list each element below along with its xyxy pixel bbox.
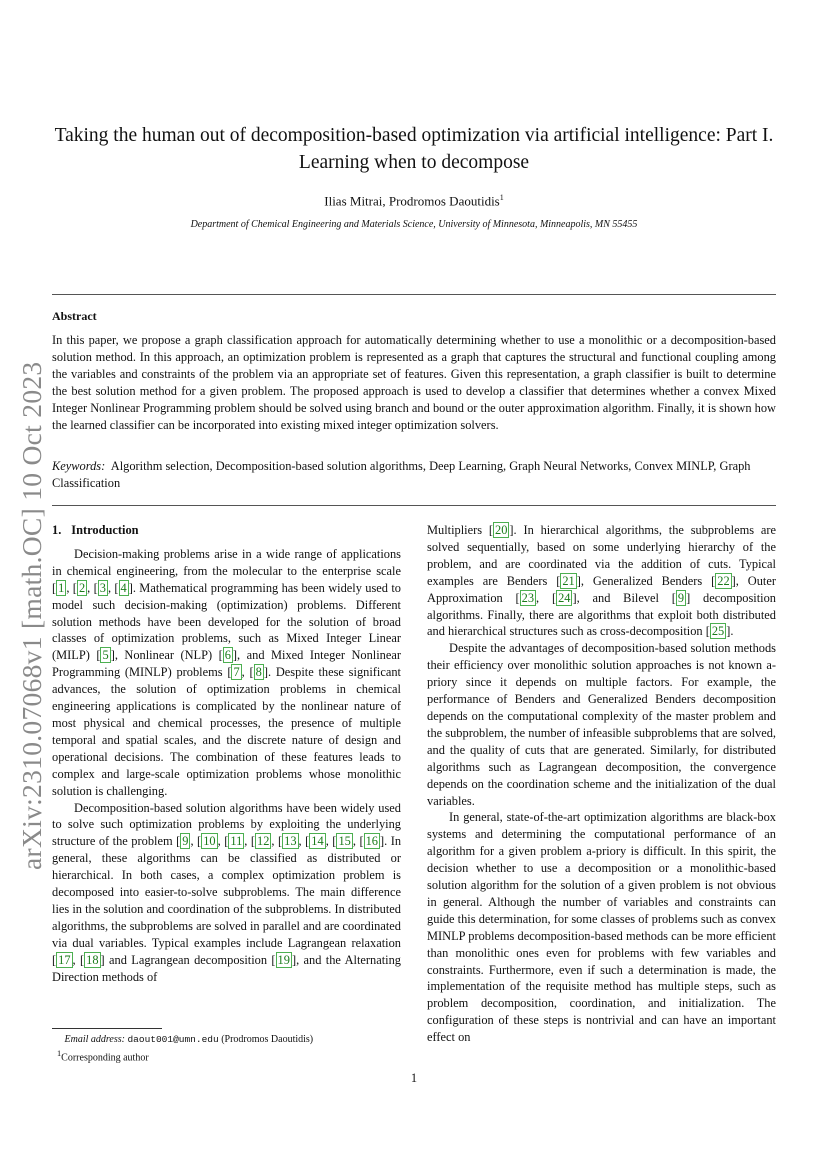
left-column [52, 522, 401, 985]
intro-paragraph-2: Decomposition-based solution algorithms have been widely used to solve such optimization problems by exploiting the underlying structure of the problem [ 9 , [ 10 , [ 11 , [ 12 , [ 13 , [ 14 , [ 15 , [ 16 ]. In general, these algorithms can be classified as distributed or hierarchical. In both cases, a complex optimization problem is decomposed into easier-to-solve subproblems. The main difference lies in the solution and coordination of the subproblems. In distributed algorithms, the subproblems are solved in parallel and are coordinated via dual variables. Typical examples include Lagrangean relaxation [ 17 , [ 18 ] and Lagrangean decomposition [ 19 ], and the Alternating Direction methods of [52, 800, 402, 984]
email-label: Email address: [64, 1034, 125, 1045]
citation-link[interactable]: 25 [711, 624, 725, 639]
citation-link[interactable]: 9 [677, 590, 685, 605]
arxiv-identifier: arXiv:2310.07068v1 [math.OC] 10 Oct 2023 [16, 361, 47, 870]
citation-link[interactable]: 11 [230, 834, 243, 849]
abstract-heading: Abstract [52, 309, 97, 323]
paper-title: Taking the human out of decomposition-based optimization via artificial intelligence: Part I. Learning when to decompose [54, 125, 774, 173]
citation-link[interactable]: 7 [233, 665, 240, 680]
citation-link[interactable]: 18 [86, 952, 99, 967]
citation-link[interactable]: 19 [277, 952, 290, 967]
citation-link[interactable]: 9 [182, 834, 189, 849]
citation-link[interactable]: 5 [102, 648, 109, 663]
author-footnote-mark: 1 [499, 193, 504, 202]
citation-link[interactable]: 13 [284, 834, 297, 849]
email-owner: (Prodromos Daoutidis) [221, 1034, 314, 1045]
keywords-text: Algorithm selection, Decomposition-based solution algorithms, Deep Learning, Graph Neural Networks, Convex MINLP, Graph Classification [52, 459, 751, 490]
intro-paragraph-4: Despite the advantages of decomposition-based solution methods their efficiency over monolithic solution approaches is not known a-priory since it depends on multiple factors. For example, the performance of Benders and Generalized Benders decomposition depends on the computational complexity of the master problem and the subproblem, the number of infeasible subproblems that are solved, and the quality of cuts that are generated. Similarly, for distributed algorithms such as Lagrangean decomposition, the convergence depends on the coordination scheme and the initialization of the dual variables. [427, 641, 776, 808]
citation-link[interactable]: 1 [58, 580, 65, 595]
arxiv-stamp [8, 350, 48, 870]
citation-link[interactable]: 23 [521, 590, 535, 605]
corresponding-mark: 1 [57, 1049, 62, 1058]
intro-paragraph-1: Decision-making problems arise in a wide range of applications in chemical engineering, from the molecular to the enterprise scale [ 1 , [ 2 , [ 3 , [ 4 ]. Mathematical programming has been widely used to model such decision-making (optimization) problems. Different solution methods have been developed for the solution of broad classes of optimization problems, such as Mixed Integer Linear (MILP) [ 5 ], Nonlinear (NLP) [ 6 ], and Mixed Integer Nonlinear Programming (MINLP) problems [ 7 , [ 8 ]. Despite these significant advances, the solution of optimization problems in chemical engineering applications is complicated by the nonlinear nature of most physical and chemical processes, the presence of multiple temporal and spatial scales, and the discrete nature of design and operational decisions. The combination of these features leads to complex and large-scale optimization problems whose monolithic solution is challenging. [52, 546, 401, 798]
citation-link[interactable]: 12 [257, 834, 270, 849]
intro-paragraph-3: Multipliers [ 20 ]. In hierarchical algorithms, the subproblems are solved sequentially, based on some underlying hierarchy of the problem, and are coordinated via the addition of cuts. Typical examples are Benders [ 21 ], Generalized Benders [ 22 ], Outer Approximation [ 23 , [ 24 ], and Bilevel [ 9 ] decomposition algorithms. Finally, there are algorithms that exploit both distributed and hierarchical structures such as cross-decomposition [ 25 ]. [427, 523, 776, 639]
right-column [427, 522, 776, 1046]
citation-link[interactable]: 15 [338, 834, 351, 849]
footnote-rule [52, 1028, 162, 1029]
keywords-label: Keywords: [52, 459, 106, 473]
authors: Ilias Mitrai, Prodromos Daoutidis [324, 193, 500, 209]
citation-link[interactable]: 22 [717, 573, 730, 588]
keywords [52, 458, 776, 492]
citation-link[interactable]: 6 [224, 648, 231, 663]
section-heading [52, 522, 401, 539]
page-number: 1 [410, 1071, 418, 1085]
citation-link[interactable]: 20 [495, 523, 508, 537]
citation-link[interactable]: 21 [562, 573, 575, 588]
intro-paragraph-5: In general, state-of-the-art optimization algorithms are black-box systems and determining the computational performance of an algorithm for a given problem a-priory is difficult. In this spirit, the decision whether to use a decomposition or a monolithic-based solution algorithm for the solution of a given problem is not obvious in general. Although the number of variables and constraints can guide this determination, for some classes of problems such as convex MINLP problems decomposition-based methods can be more efficient than monolithic ones even for problems with few variables and constraints. Furthermore, even if such a determination is made, the implementation of the requisite method has multiple steps, such as problem decomposition, coordination, and initialization. The configuration of these steps is nontrivial and can have an important effect on [427, 810, 776, 1045]
citation-link[interactable]: 16 [365, 834, 378, 849]
citation-link[interactable]: 2 [78, 580, 86, 595]
corresponding-footnote [52, 1047, 401, 1065]
citation-link[interactable]: 14 [311, 834, 324, 849]
citation-link[interactable]: 10 [203, 834, 216, 849]
section-title: Introduction [71, 523, 139, 537]
email-address[interactable]: daout001@umn.edu [127, 1034, 219, 1045]
bottom-rule [52, 505, 776, 506]
author-list [0, 193, 828, 209]
affiliation: Department of Chemical Engineering and Materials Science, University of Minnesota, Minneapolis, MN 55455 [190, 219, 638, 230]
section-number: 1. [52, 523, 62, 537]
top-rule [52, 294, 776, 295]
citation-link[interactable]: 3 [99, 580, 106, 595]
email-footnote [52, 1033, 401, 1047]
citation-link[interactable]: 4 [120, 580, 127, 595]
abstract-text: In this paper, we propose a graph classification approach for automatically determining whether to use a monolithic or a decomposition-based solution method. In this approach, an optimization problem is represented as a graph that captures the structural and functional coupling among the variables and constraints of the problem via an appropriate set of features. Given this representation, a graph classifier is built to determine the best solution method for a given problem. The proposed approach is used to develop a classifier that determines whether a convex Mixed Integer Nonlinear Programming problem should be solved using branch and bound or the outer approximation algorithm. Finally, it is shown how the learned classifier can be incorporated into existing mixed integer optimization solvers. [52, 333, 776, 432]
corresponding-text: Corresponding author [61, 1052, 149, 1064]
citation-link[interactable]: 8 [255, 665, 262, 680]
citation-link[interactable]: 17 [58, 952, 71, 967]
citation-link[interactable]: 24 [558, 590, 571, 605]
